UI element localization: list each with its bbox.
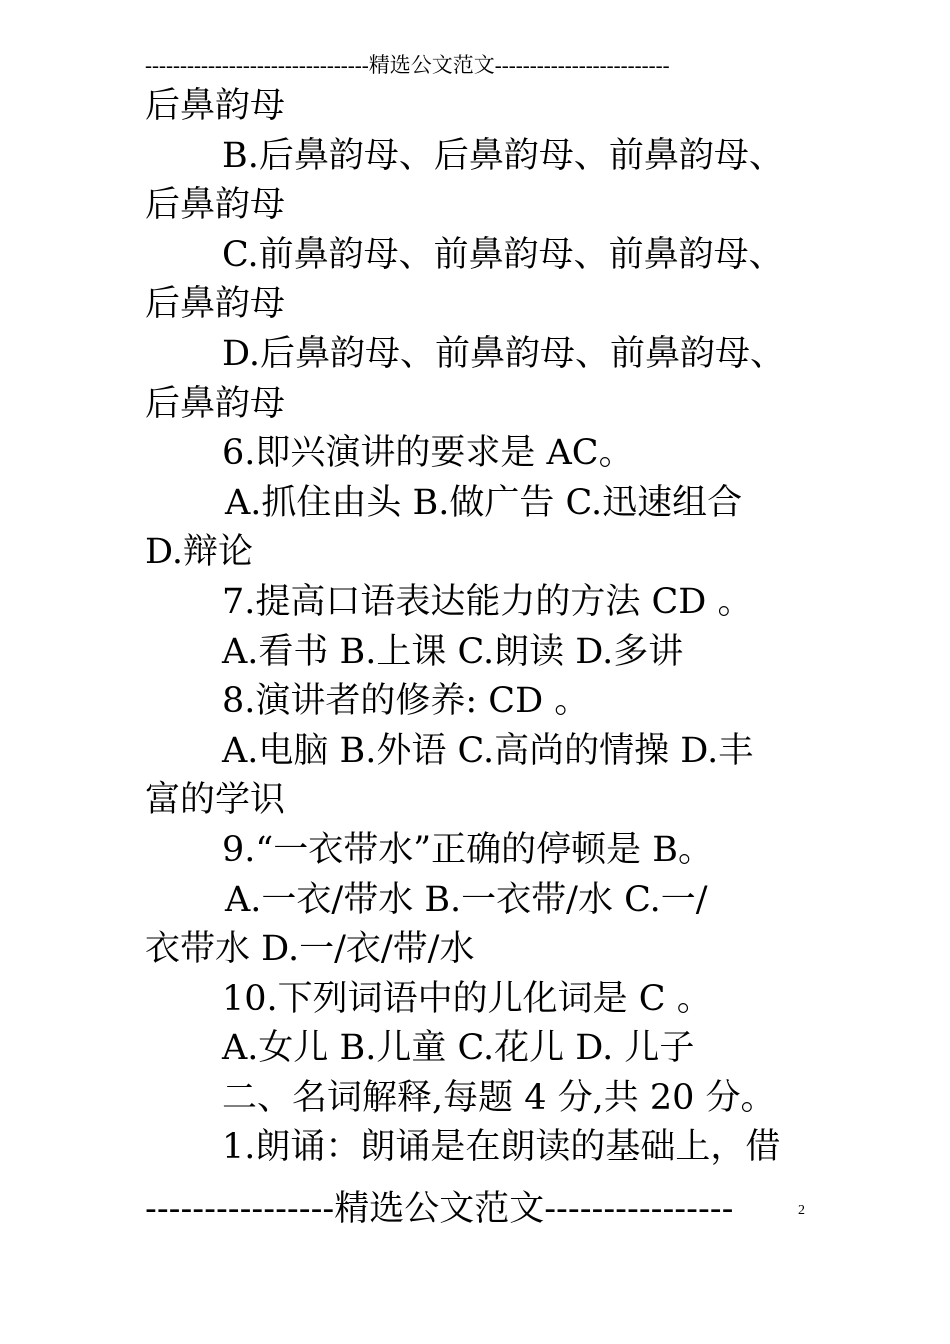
text-line: 后鼻韵母 [145, 383, 286, 424]
page-header: --------------------------------精选公文范文------------------------- [145, 53, 670, 77]
text-line: 后鼻韵母 [145, 185, 286, 226]
option-line: B.后鼻韵母、后鼻韵母、前鼻韵母、 [222, 135, 784, 176]
option-line: A.一衣/带水 B.一衣带/水 C.一/ [225, 879, 708, 920]
option-line: C.前鼻韵母、前鼻韵母、前鼻韵母、 [222, 234, 784, 275]
text-line: 后鼻韵母 [145, 284, 286, 325]
section-heading: 二、名词解释,每题 4 分,共 20 分。 [222, 1077, 776, 1118]
text-line: D.辩论 [145, 532, 253, 573]
document-body [145, 82, 815, 1173]
text-line: 富的学识 [145, 780, 286, 821]
page-number: 2 [798, 1203, 805, 1218]
page-footer: ----------------精选公文范文---------------- [145, 1189, 734, 1229]
option-line: A.看书 B.上课 C.朗读 D.多讲 [222, 631, 684, 672]
text-line: 衣带水 D.一/衣/带/水 [145, 929, 475, 970]
question-line: 1.朗诵：朗诵是在朗读的基础上，借 [222, 1127, 781, 1168]
option-line: D.后鼻韵母、前鼻韵母、前鼻韵母、 [222, 333, 785, 374]
option-line: A.女儿 B.儿童 C.花儿 D. 儿子 [222, 1028, 695, 1069]
option-line: A.电脑 B.外语 C.高尚的情操 D.丰 [222, 730, 754, 771]
text-line: 后鼻韵母 [145, 86, 286, 126]
question-line: 9.“一衣带水”正确的停顿是 B。 [222, 829, 714, 870]
option-line: A.抓住由头 B.做广告 C.迅速组合 [225, 482, 743, 523]
question-line: 7.提高口语表达能力的方法 CD 。 [222, 581, 753, 622]
question-line: 8.演讲者的修养: CD 。 [222, 681, 590, 722]
question-line: 6.即兴演讲的要求是 AC。 [222, 433, 634, 474]
question-line: 10.下列词语中的儿化词是 C 。 [222, 978, 712, 1019]
